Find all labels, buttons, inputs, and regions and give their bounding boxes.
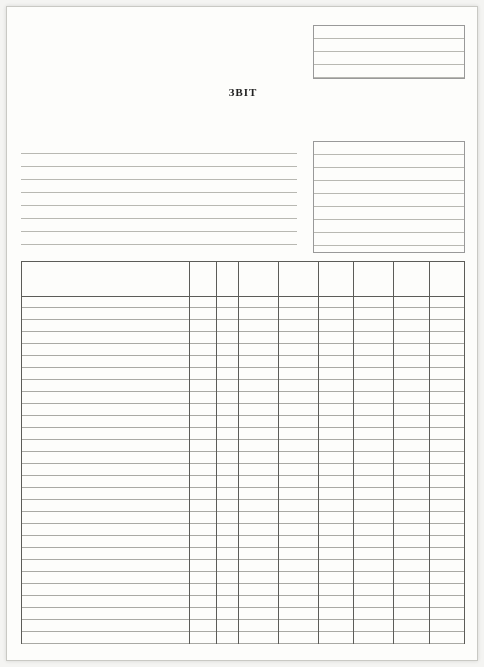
table-cell [318,297,353,645]
header-cell [318,262,353,297]
institution-details [21,141,297,251]
header-cell [394,262,429,297]
table-cell [190,297,217,645]
table-header-row [22,262,465,297]
table-cell [216,297,238,645]
header-cell [190,262,217,297]
report-table [21,261,465,644]
header-cell [22,262,190,297]
header-cell [354,262,394,297]
table-cell [394,297,429,645]
table-body-row [22,297,465,645]
table-cell [278,297,318,645]
page-content [21,25,465,644]
codes-box [313,141,465,253]
table-cell [429,297,464,645]
header-cell [216,262,238,297]
table-cell [239,297,279,645]
header-cell [429,262,464,297]
header-cell [239,262,279,297]
scanned-report-page [6,6,478,661]
table-cell [354,297,394,645]
header-cell [278,262,318,297]
form-approval-stamp [313,25,465,79]
report-title-block [21,87,465,127]
report-title: ЗВІТ [228,87,258,99]
report-table-area [21,261,465,644]
table-cell [22,297,190,645]
